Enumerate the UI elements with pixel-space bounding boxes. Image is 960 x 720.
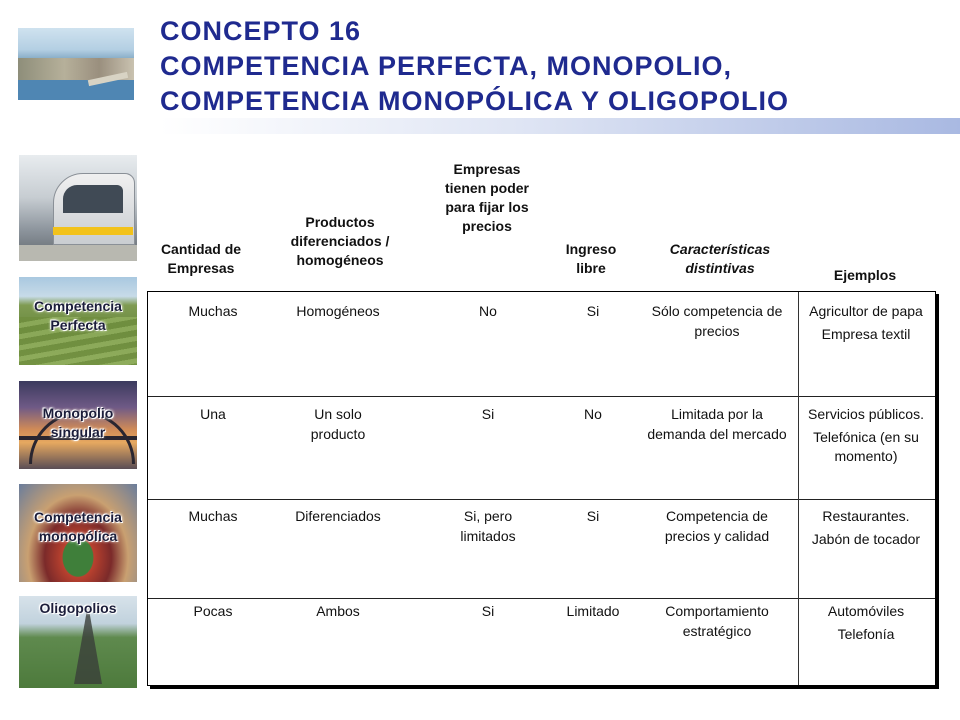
cell-poder-precios: Si [481, 406, 495, 422]
col-header-ejemplos: Ejemplos [833, 267, 897, 283]
ejemplo-item: Telefónica (en su momento) [813, 428, 919, 464]
harbor-photo [18, 28, 134, 100]
ejemplo-item: Servicios públicos. [808, 406, 924, 422]
cell-caracteristicas: Limitada por la demanda del mercado [647, 406, 787, 442]
ejemplo-item: Jabón de tocador [811, 530, 921, 547]
cell-productos: Un solo producto [310, 406, 366, 442]
row-label-oligopolios: Oligopolios [39, 600, 117, 616]
title-line-1: CONCEPTO 16 [160, 16, 362, 46]
ejemplo-item: Restaurantes. [822, 508, 910, 524]
col-header-caracteristicas: Características distintivas [669, 241, 771, 276]
row-divider [148, 396, 935, 397]
cell-poder-precios: Si, pero limitados [460, 508, 516, 544]
cell-ejemplos [804, 405, 928, 470]
train-photo [19, 155, 137, 261]
cell-poder-precios: Si [481, 603, 495, 619]
cell-cantidad: Pocas [193, 603, 233, 619]
cell-caracteristicas: Comportamiento estratégico [665, 603, 769, 639]
cell-ingreso-libre: Limitado [566, 603, 620, 619]
cell-productos: Diferenciados [295, 508, 381, 524]
comparison-table [147, 291, 936, 686]
slide-title [160, 14, 950, 119]
cell-ejemplos [804, 302, 928, 347]
row-label-competencia-perfecta: Competencia Perfecta [34, 298, 122, 333]
title-underline-bar [160, 118, 960, 134]
cell-ingreso-libre: No [584, 406, 602, 422]
ejemplo-item: Agricultor de papa [809, 303, 923, 319]
cell-caracteristicas: Sólo competencia de precios [651, 303, 783, 339]
cell-ingreso-libre: Si [586, 508, 600, 524]
cell-cantidad: Una [200, 406, 226, 422]
row-label-monopolio-singular: Monopolio singular [42, 405, 114, 440]
cell-productos: Homogéneos [296, 303, 380, 319]
row-label-competencia-monopolica: Competencia monopólica [34, 509, 122, 544]
col-header-ingreso-libre: Ingreso libre [565, 241, 617, 276]
cell-caracteristicas: Competencia de precios y calidad [664, 508, 770, 544]
title-line-3: COMPETENCIA MONOPÓLICA Y OLIGOPOLIO [160, 86, 790, 116]
cell-ejemplos [804, 602, 928, 647]
cell-ejemplos [804, 507, 928, 552]
row-divider [148, 499, 935, 500]
cell-poder-precios: No [479, 303, 497, 319]
col-header-productos: Productos diferenciados / homogéneos [290, 214, 390, 268]
row-divider [148, 598, 935, 599]
cell-cantidad: Muchas [188, 303, 238, 319]
title-line-2: COMPETENCIA PERFECTA, MONOPOLIO, [160, 51, 733, 81]
cell-cantidad: Muchas [188, 508, 238, 524]
col-header-cantidad: Cantidad de Empresas [160, 241, 242, 276]
column-divider [798, 292, 799, 685]
ejemplo-item: Empresa textil [821, 325, 911, 342]
ejemplo-item: Telefonía [837, 625, 895, 642]
ejemplo-item: Automóviles [827, 603, 905, 619]
col-header-poder-precios: Empresas tienen poder para fijar los precios [444, 161, 529, 234]
cell-productos: Ambos [316, 603, 360, 619]
cell-ingreso-libre: Si [586, 303, 600, 319]
